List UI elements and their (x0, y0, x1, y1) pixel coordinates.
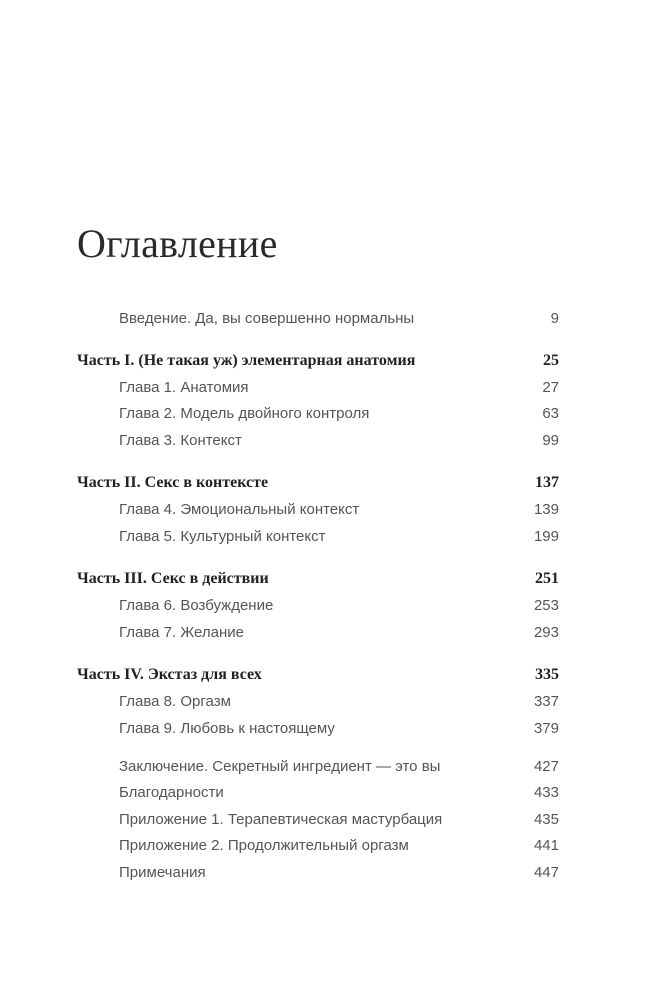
toc-chapter-6[interactable] (0, 595, 667, 617)
toc-part-page: 335 (535, 666, 559, 683)
toc-part-1[interactable] (0, 350, 667, 372)
toc-entry-page: 337 (533, 693, 559, 710)
toc-entry-page: 99 (542, 432, 559, 449)
toc-entry-intro[interactable] (0, 308, 667, 330)
toc-part-2[interactable] (0, 472, 667, 494)
toc-entry-label: Заключение. Секретный ингредиент — это вы (119, 758, 441, 775)
toc-entry-page: 63 (542, 405, 559, 422)
toc-chapter-4[interactable] (0, 499, 667, 521)
toc-entry-page: 379 (533, 720, 559, 737)
toc-entry-label: Глава 6. Возбуждение (119, 597, 274, 614)
toc-chapter-8[interactable] (0, 691, 667, 713)
toc-entry-page: 433 (533, 784, 559, 801)
toc-part-page: 25 (543, 352, 559, 369)
toc-chapter-2[interactable] (0, 403, 667, 425)
toc-chapter-5[interactable] (0, 526, 667, 548)
toc-entry-page: 447 (533, 864, 559, 881)
toc-entry-label: Приложение 1. Терапевтическая мастурбация (119, 811, 443, 828)
toc-entry-label: Глава 8. Оргазм (119, 693, 231, 710)
toc-entry-page: 253 (533, 597, 559, 614)
toc-chapter-1[interactable] (0, 377, 667, 399)
toc-chapter-3[interactable] (0, 430, 667, 452)
toc-entry-label: Глава 9. Любовь к настоящему (119, 720, 335, 737)
toc-part-label: Часть I. (Не такая уж) элементарная анатомия (77, 352, 416, 369)
toc-entry-page: 427 (533, 758, 559, 775)
toc-entry-label: Глава 5. Культурный контекст (119, 528, 326, 545)
toc-entry-page: 199 (533, 528, 559, 545)
toc-entry-notes[interactable] (0, 862, 667, 884)
toc-entry-page: 293 (533, 624, 559, 641)
toc-entry-label: Глава 1. Анатомия (119, 379, 249, 396)
toc-entry-page: 9 (550, 310, 559, 327)
toc-entry-page: 441 (533, 837, 559, 854)
toc-entry-label: Благодарности (119, 784, 224, 801)
toc-chapter-7[interactable] (0, 622, 667, 644)
toc-part-label: Часть II. Секс в контексте (77, 474, 269, 491)
toc-part-label: Часть III. Секс в действии (77, 570, 269, 587)
toc-part-label: Часть IV. Экстаз для всех (77, 666, 262, 683)
toc-entry-page: 27 (542, 379, 559, 396)
toc-part-3[interactable] (0, 568, 667, 590)
toc-part-4[interactable] (0, 664, 667, 686)
toc-entry-page: 435 (533, 811, 559, 828)
toc-entry-appendix-1[interactable] (0, 809, 667, 831)
toc-chapter-9[interactable] (0, 718, 667, 740)
page-title: Оглавление (77, 221, 278, 266)
toc-entry-acknowledgments[interactable] (0, 782, 667, 804)
toc-entry-label: Глава 4. Эмоциональный контекст (119, 501, 360, 518)
toc-part-page: 137 (535, 474, 559, 491)
toc-entry-conclusion[interactable] (0, 756, 667, 778)
toc-entry-page: 139 (533, 501, 559, 518)
toc-entry-appendix-2[interactable] (0, 835, 667, 857)
toc-entry-label: Глава 7. Желание (119, 624, 244, 641)
toc-entry-label: Примечания (119, 864, 206, 881)
toc-part-page: 251 (535, 570, 559, 587)
toc-entry-label: Введение. Да, вы совершенно нормальны (119, 310, 415, 327)
toc-entry-label: Глава 3. Контекст (119, 432, 242, 449)
toc-entry-label: Приложение 2. Продолжительный оргазм (119, 837, 409, 854)
toc-entry-label: Глава 2. Модель двойного контроля (119, 405, 370, 422)
